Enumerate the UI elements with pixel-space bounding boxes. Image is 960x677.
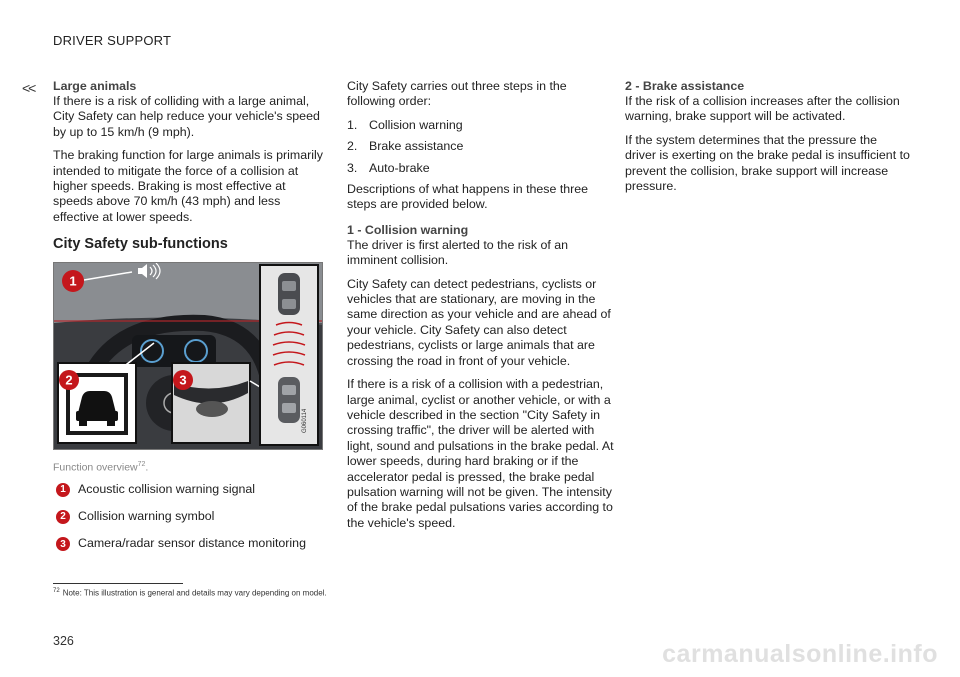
legend-text: Camera/radar sensor distance monitoring (78, 536, 306, 551)
legend-text: Acoustic collision warning signal (78, 481, 255, 496)
column-3 (625, 79, 910, 202)
watermark: carmanualsonline.info (662, 640, 938, 668)
footnote-number: 72 (53, 588, 60, 594)
heading-large-animals: Large animals (53, 79, 137, 93)
steps-list (347, 118, 615, 176)
function-overview-figure (53, 262, 323, 450)
back-chevron-icon[interactable]: << (22, 80, 35, 96)
legend-item-2 (53, 509, 323, 524)
paragraph: City Safety can detect pedestrians, cyclists or vehicles that are stationary, are moving in the same direction as your vehicle and are ahead of your vehicle. City Safety can also detect pedestrians, cyclists or large animals that are crossing the road in front of your vehicle. (347, 276, 611, 368)
paragraph: If the system determines that the pressure the driver is exerting on the brake pedal is insufficient to prevent the collision, brake support will increase pressure. (625, 132, 910, 194)
list-item (347, 118, 615, 133)
figure-caption: Function overview$^{72}$. (53, 460, 149, 474)
paragraph: If the risk of a collision increases after the collision warning, brake support will be activated. (625, 94, 900, 124)
paragraph: The braking function for large animals is primarily intended to mitigate the force of a collision at higher speeds. Braking is most effective at speeds above 70 km/h (43 mph) and less effective at lower speeds. (53, 148, 323, 224)
column-1 (53, 79, 323, 564)
column-2 (347, 79, 615, 539)
caption-footnote-ref[interactable]: 72 (137, 460, 146, 468)
footnote-divider (53, 583, 183, 584)
step-number: 2. (347, 139, 358, 154)
heading-brake-assistance: 2 - Brake assistance (625, 79, 745, 93)
step-text: Collision warning (369, 117, 463, 132)
number-badge: 1 (56, 483, 70, 497)
list-item (347, 139, 615, 154)
legend-item-1 (53, 482, 323, 497)
paragraph: The driver is first alerted to the risk of an imminent collision. (347, 237, 569, 268)
paragraph: If there is a risk of colliding with a large animal, City Safety can help reduce your vehicle's speed by up to 15 km/h (9 mph). (53, 94, 320, 139)
step-text: Auto-brake (369, 160, 430, 175)
heading-sub-functions: City Safety sub-functions (53, 236, 228, 253)
svg-text:3: 3 (179, 372, 187, 388)
number-badge: 2 (56, 510, 70, 524)
svg-text:1: 1 (69, 273, 77, 289)
section-header: DRIVER SUPPORT (53, 33, 172, 48)
svg-text:2: 2 (65, 372, 73, 388)
dashboard-illustration (54, 263, 322, 449)
list-item (347, 161, 615, 176)
footnote-text: Note: This illustration is general and details may vary depending on model. (62, 588, 327, 598)
caption-text: Function overview (53, 461, 138, 474)
paragraph: Descriptions of what happens in these three steps are provided below. (347, 182, 589, 212)
legend-item-3 (53, 536, 323, 551)
paragraph: City Safety carries out three steps in the following order: (347, 79, 567, 109)
step-text: Brake assistance (369, 139, 464, 154)
paragraph: If there is a risk of a collision with a pedestrian, large animal, cyclist or another vehicle, or with a vehicle described in the section "City Safety in crossing traffic", the driver will be alerted with light, sound and pulsations in the brake pedal. At lower speeds, during hard braking or if the accelerator pedal is pressed, the brake pedal pulsation warning will not be given. The intensity of the brake pedal pulsations varies according to the vehicle's speed. (347, 377, 614, 530)
number-badge: 3 (56, 537, 70, 551)
legend-text: Collision warning symbol (78, 508, 215, 523)
step-number: 3. (347, 160, 358, 175)
image-code: G060114 (302, 408, 308, 433)
step-number: 1. (347, 117, 358, 132)
footnote (53, 588, 327, 598)
heading-collision-warning: 1 - Collision warning (347, 222, 469, 237)
page-number: 326 (53, 634, 74, 648)
